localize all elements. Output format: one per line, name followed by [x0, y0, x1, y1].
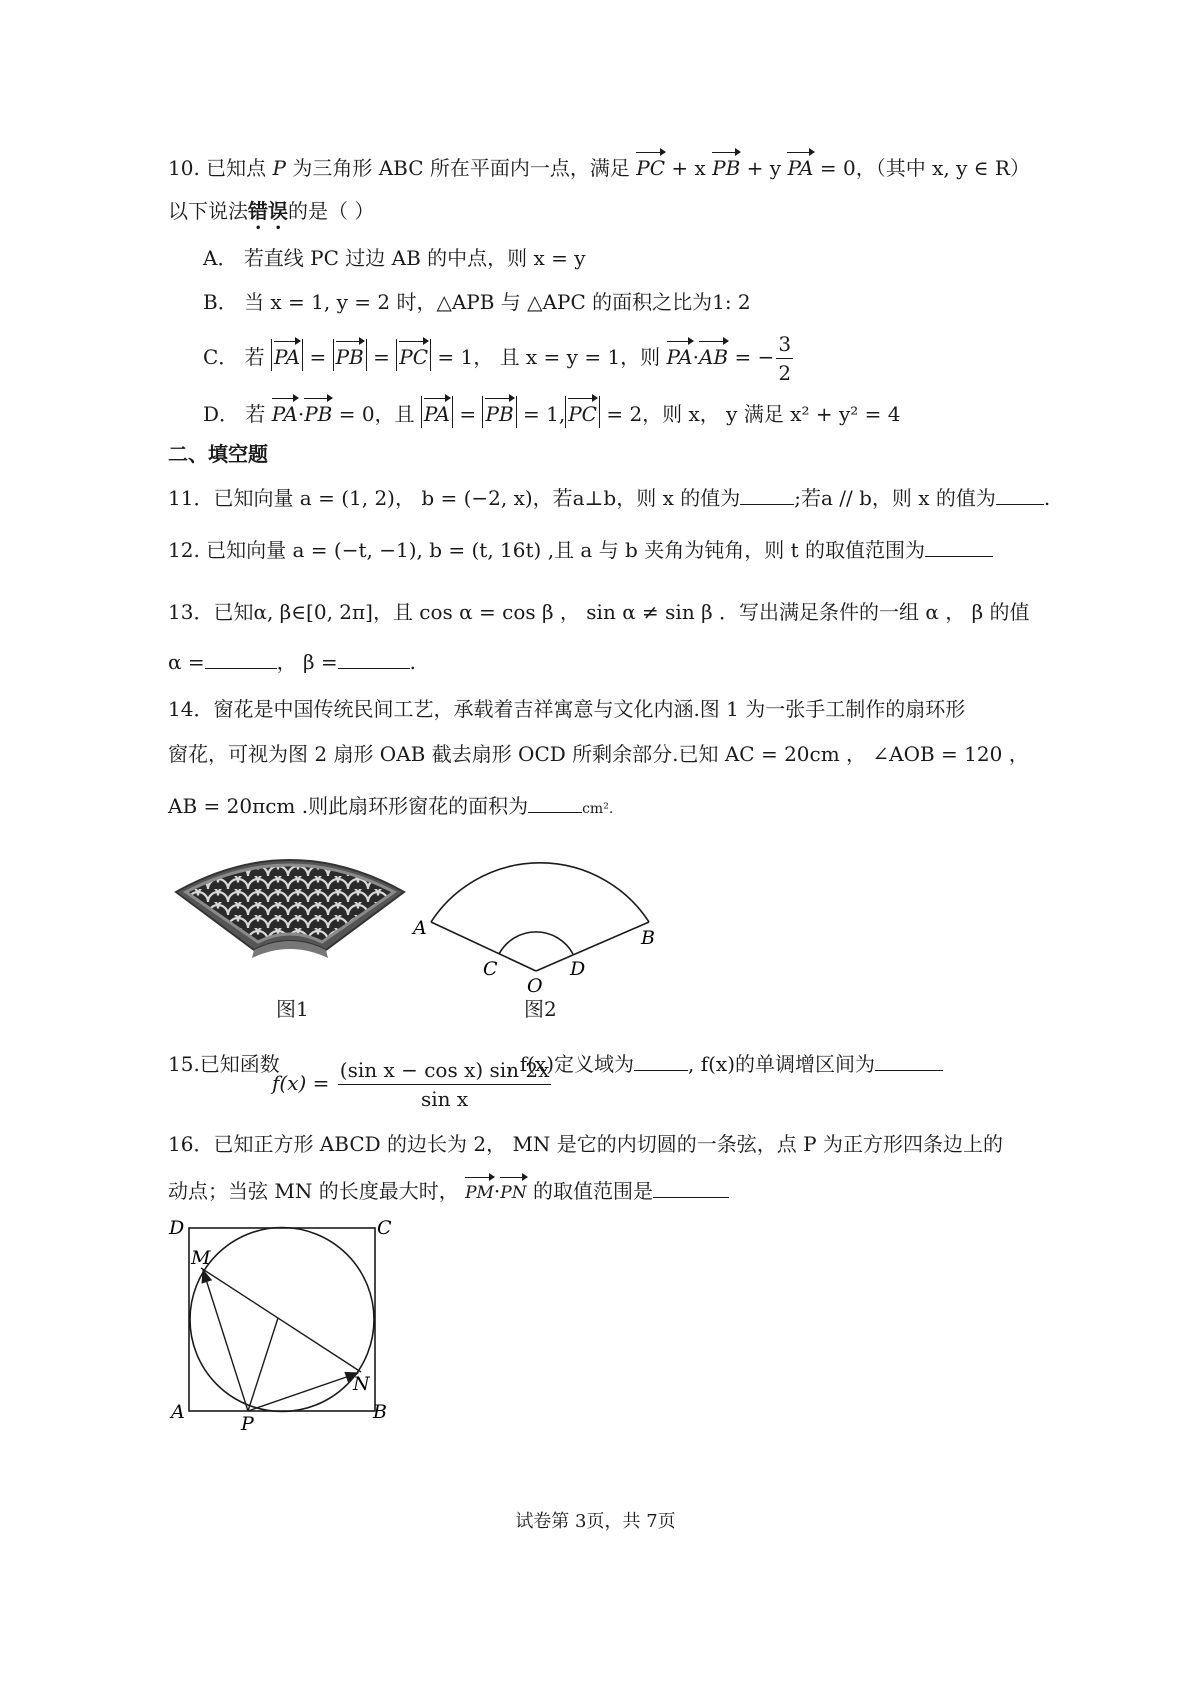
- q15-mid: , f(x)定义域为: [507, 1052, 635, 1076]
- option-d-mid1: = 0，且: [332, 402, 415, 426]
- q10-number: 10.: [168, 156, 200, 180]
- q11-blank-1[interactable]: [740, 484, 794, 505]
- q12-text: 12. 已知向量 a = (−t, −1), b = (t, 16t) ,且 a 与 b 夹角为钝角，则 t 的取值范围为: [168, 538, 925, 562]
- label-d: D: [570, 958, 586, 980]
- q14-line1: 14．窗花是中国传统民间工艺，承载着吉祥寓意与文化内涵.图 1 为一张手工制作的扇环形: [168, 697, 966, 721]
- q15-tail: [507, 1050, 943, 1078]
- option-c-eq: = −: [728, 345, 775, 369]
- q11: [168, 484, 1050, 512]
- q10-stem-1: 已知点: [206, 156, 267, 180]
- option-d-mid2: = 1,: [516, 402, 566, 426]
- vector-pb-abs: PB: [336, 339, 364, 371]
- q10-option-b[interactable]: [203, 288, 751, 316]
- figure-1-caption: 图1: [276, 997, 309, 1021]
- fraction-num: 3: [776, 330, 793, 359]
- figure-2-sector: [405, 830, 665, 1000]
- q10-eq-zero: = 0: [813, 156, 856, 180]
- q13-alpha: α =: [168, 650, 205, 674]
- q16-line2-b: 的取值范围是: [532, 1179, 653, 1203]
- q10-emphasis: 错误: [248, 199, 288, 223]
- q12: [168, 536, 993, 564]
- q13-end: .: [409, 650, 417, 674]
- figure-3-square-circle: [165, 1212, 405, 1434]
- option-c-pre: 若: [244, 345, 265, 369]
- q10-line2-pre: 以下说法: [168, 199, 248, 223]
- option-a-text: 若直线 PC 过边 AB 的中点，则 x = y: [243, 246, 586, 270]
- q15-num: (sin x − cos x) sin 2x: [338, 1056, 552, 1085]
- vector-pa-dot: PA: [667, 339, 693, 371]
- vector-pa-d: PA: [272, 396, 298, 428]
- vector-pa-abs: PA: [274, 339, 300, 371]
- q10-line1: [168, 150, 1030, 182]
- q15-blank-1[interactable]: [634, 1050, 688, 1071]
- vector-pn: PN: [500, 1175, 526, 1207]
- q10-option-d[interactable]: D． 若 PA·PB = 0，且 PA = PB = 1, PC = 2，则 x， y 满足 x² + y² = 4: [203, 396, 900, 428]
- label-b: B: [641, 927, 655, 949]
- q12-blank[interactable]: [925, 536, 993, 557]
- q10-option-a[interactable]: [203, 244, 586, 272]
- q16-line1: 16．已知正方形 ABCD 的边长为 2， MN 是它的内切圆的一条弦，点 P 为正方形四条边上的: [168, 1132, 1003, 1156]
- q15-fx: f(x) =: [272, 1071, 330, 1095]
- fraction-three-halves: [776, 330, 793, 387]
- vector-ab: AB: [699, 339, 728, 371]
- figure-1-window-flower: [168, 850, 413, 978]
- vector-pm: PM: [465, 1175, 494, 1207]
- q11-blank-2[interactable]: [996, 484, 1044, 505]
- q10-option-c[interactable]: C． 若 PA = PB = PC = 1， 且 x = y = 1，则 PA·AB = − $\frac{3}{2}$: [203, 332, 792, 385]
- q10-point-p: P: [272, 156, 286, 180]
- q14-line2: 窗花，可视为图 2 扇形 OAB 截去扇形 OCD 所剩余部分.已知 AC = 20cm ， ∠AOB = 120 ，: [168, 742, 1029, 766]
- q10-condition: ，（其中 x, y ∈ R）: [855, 156, 1030, 180]
- q14-blank[interactable]: [528, 792, 582, 813]
- q15-mid2: , f(x)的单调增区间为: [688, 1052, 876, 1076]
- fraction-den: 2: [778, 361, 792, 385]
- fig3-label-c: C: [377, 1217, 392, 1239]
- q13-blank-alpha[interactable]: [205, 648, 277, 669]
- label-c: C: [483, 958, 498, 980]
- fig3-label-m: M: [191, 1247, 211, 1269]
- option-b-text: 当 x = 1, y = 2 时，△APB 与 △APC 的面积之比为1: 2: [244, 290, 751, 314]
- option-a-label: A．: [203, 246, 238, 270]
- fig3-label-b: B: [373, 1401, 387, 1423]
- q10-stem-2: 为三角形 ABC 所在平面内一点，满足: [292, 156, 630, 180]
- q10-plus-y: + y: [740, 156, 782, 180]
- q15-prefix: 15.已知函数: [168, 1052, 280, 1076]
- page-footer: 试卷第 3页，共 7页: [515, 1511, 676, 1532]
- fig3-label-a: A: [171, 1401, 185, 1423]
- option-d-label: D．: [203, 402, 240, 426]
- q13-beta: ， β =: [276, 650, 338, 674]
- q15-blank-2[interactable]: [875, 1050, 943, 1071]
- q11-end: .: [1043, 486, 1051, 510]
- figure-2-caption: 图2: [524, 997, 557, 1021]
- vector-pc: PC: [636, 150, 665, 182]
- q15-den: sin x: [421, 1087, 469, 1111]
- option-c-label: C．: [203, 345, 239, 369]
- q14-line3-text: AB = 20πcm .则此扇环形窗花的面积为: [168, 794, 529, 818]
- vector-pb-d: PB: [304, 396, 332, 428]
- q11-text-a: 11．已知向量 a = (1, 2)， b = (−2, x)，若a⊥b，则 x 的值为: [168, 486, 741, 510]
- q13-line2: [168, 648, 416, 676]
- vector-pc-abs: PC: [399, 339, 428, 371]
- q14-line3: [168, 792, 613, 823]
- q16-line2-a: 动点；当弦 MN 的长度最大时，: [168, 1179, 459, 1203]
- fig3-label-n: N: [353, 1373, 370, 1395]
- q10-line2-post: 的是（ ）: [288, 199, 375, 223]
- option-c-mid: 且 x = y = 1，则: [499, 345, 661, 369]
- q11-text-b: ;若a // b，则 x 的值为: [794, 486, 996, 510]
- q13-blank-beta[interactable]: [338, 648, 410, 669]
- fig3-label-d: D: [169, 1217, 185, 1239]
- q13-line1: 13．已知α, β∈[0, 2π]，且 cos α = cos β ， sin α ≠ sin β ．写出满足条件的一组 α ， β 的值: [168, 600, 1030, 624]
- vector-pb: PB: [712, 150, 740, 182]
- option-d-mid3: = 2，则 x， y 满足 x² + y² = 4: [599, 402, 901, 426]
- vector-pa-d-abs: PA: [424, 396, 450, 428]
- option-d-pre: 若: [245, 402, 266, 426]
- label-a: A: [413, 917, 427, 939]
- q16-line2: [168, 1175, 729, 1207]
- option-b-label: B．: [203, 290, 238, 314]
- label-o: O: [527, 975, 543, 997]
- q10-line2: [168, 197, 374, 234]
- vector-pa: PA: [787, 150, 813, 182]
- q16-blank[interactable]: [653, 1177, 729, 1198]
- section-title: 二、填空题: [168, 442, 268, 466]
- fig3-label-p: P: [241, 1413, 254, 1434]
- q10-plus-x: + x: [665, 156, 706, 180]
- q16-dot: ·: [493, 1179, 501, 1203]
- vector-pc-d-abs: PC: [568, 396, 597, 428]
- vector-pb-d-abs: PB: [485, 396, 513, 428]
- q14-unit: cm².: [582, 801, 614, 817]
- option-c-dot: ·: [692, 345, 699, 369]
